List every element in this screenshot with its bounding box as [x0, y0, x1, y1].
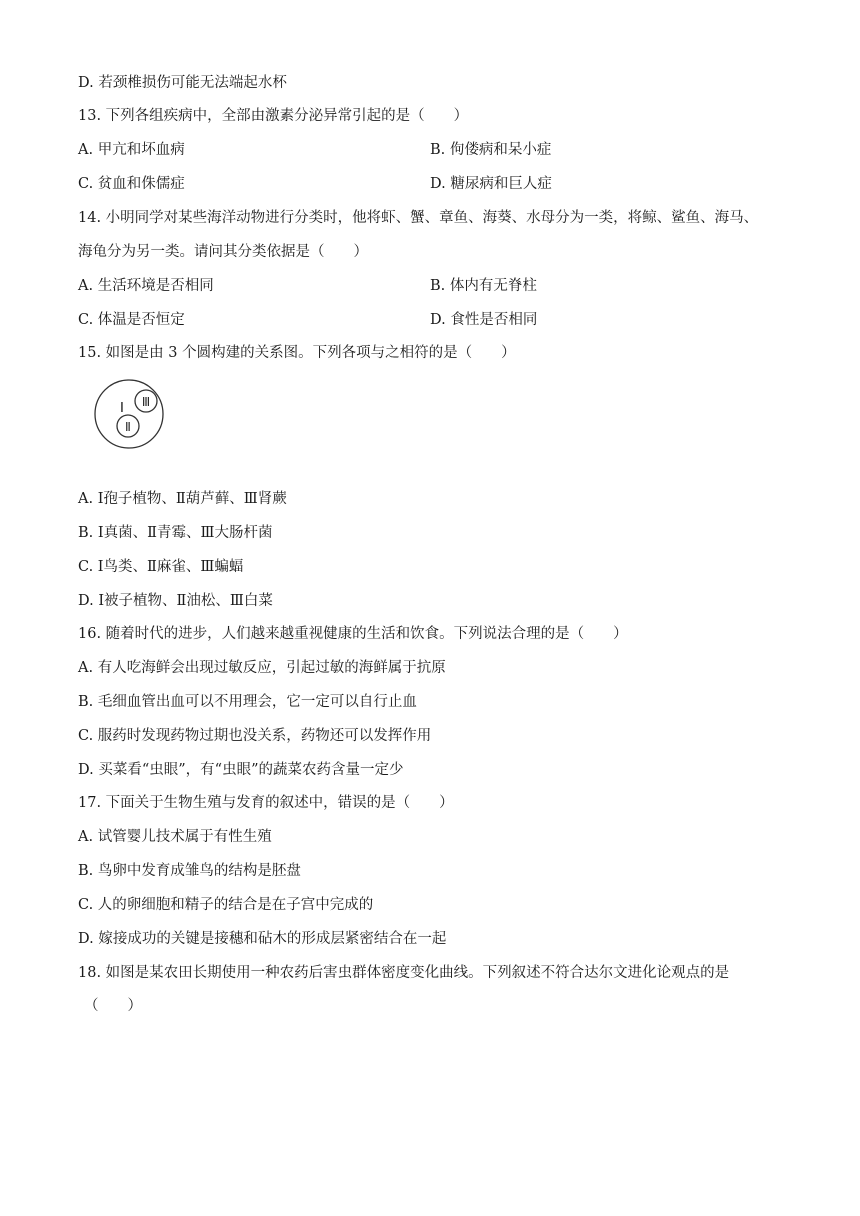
q14-option-a: A. 生活环境是否相同: [78, 278, 214, 294]
q16-option-b: B. 毛细血管出血可以不用理会，它一定可以自行止血: [78, 694, 417, 710]
label-ii: Ⅱ: [125, 420, 131, 434]
q13-stem: 13. 下列各组疾病中，全部由激素分泌异常引起的是（ ）: [78, 108, 469, 124]
q16-option-a: A. 有人吃海鲜会出现过敏反应，引起过敏的海鲜属于抗原: [78, 660, 446, 676]
q17-option-a: A. 试管婴儿技术属于有性生殖: [78, 829, 272, 845]
q14-stem-line2: 海龟分为另一类。请问其分类依据是（ ）: [78, 244, 368, 260]
outer-circle-i: [95, 380, 163, 448]
q13-option-a: A. 甲亢和坏血病: [78, 142, 185, 158]
q15-stem: 15. 如图是由 3 个圆构建的关系图。下列各项与之相符的是（ ）: [78, 345, 516, 361]
q16-stem: 16. 随着时代的进步，人们越来越重视健康的生活和饮食。下列说法合理的是（ ）: [78, 626, 628, 642]
q14-option-c: C. 体温是否恒定: [78, 312, 185, 328]
q12-option-d: D. 若颈椎损伤可能无法端起水杯: [78, 75, 287, 91]
q14-option-b: B. 体内有无脊柱: [430, 278, 537, 294]
q13-option-c: C. 贫血和侏儒症: [78, 176, 185, 192]
q15-option-d: D. Ⅰ被子植物、Ⅱ油松、Ⅲ白菜: [78, 593, 273, 609]
q16-option-d: D. 买菜看“虫眼”，有“虫眼”的蔬菜农药含量一定少: [78, 762, 404, 778]
q17-option-b: B. 鸟卵中发育成雏鸟的结构是胚盘: [78, 863, 301, 879]
q14-option-d: D. 食性是否相同: [430, 312, 538, 328]
q17-stem: 17. 下面关于生物生殖与发育的叙述中，错误的是（ ）: [78, 795, 454, 811]
q13-option-d: D. 糖尿病和巨人症: [430, 176, 552, 192]
label-i: Ⅰ: [119, 401, 125, 416]
q17-option-d: D. 嫁接成功的关键是接穗和砧木的形成层紧密结合在一起: [78, 931, 447, 947]
q17-option-c: C. 人的卵细胞和精子的结合是在子宫中完成的: [78, 897, 374, 913]
q18-stem-line1: 18. 如图是某农田长期使用一种农药后害虫群体密度变化曲线。下列叙述不符合达尔文进化论观点的是: [78, 965, 730, 981]
q16-option-c: C. 服药时发现药物过期也没关系，药物还可以发挥作用: [78, 728, 432, 744]
q15-option-c: C. Ⅰ鸟类、Ⅱ麻雀、Ⅲ蝙蝠: [78, 559, 244, 575]
q15-option-b: B. Ⅰ真菌、Ⅱ青霉、Ⅲ大肠杆菌: [78, 525, 273, 541]
q14-stem-line1: 14. 小明同学对某些海洋动物进行分类时，他将虾、蟹、章鱼、海葵、水母分为一类，将鲸、鲨鱼、海马、: [78, 210, 759, 226]
q18-stem-line2: （ ）: [84, 998, 142, 1014]
q15-option-a: A. Ⅰ孢子植物、Ⅱ葫芦藓、Ⅲ肾蕨: [78, 491, 287, 507]
label-iii: Ⅲ: [141, 395, 151, 409]
q13-option-b: B. 佝偻病和呆小症: [430, 142, 552, 158]
circle-relationship-diagram: [92, 360, 166, 472]
